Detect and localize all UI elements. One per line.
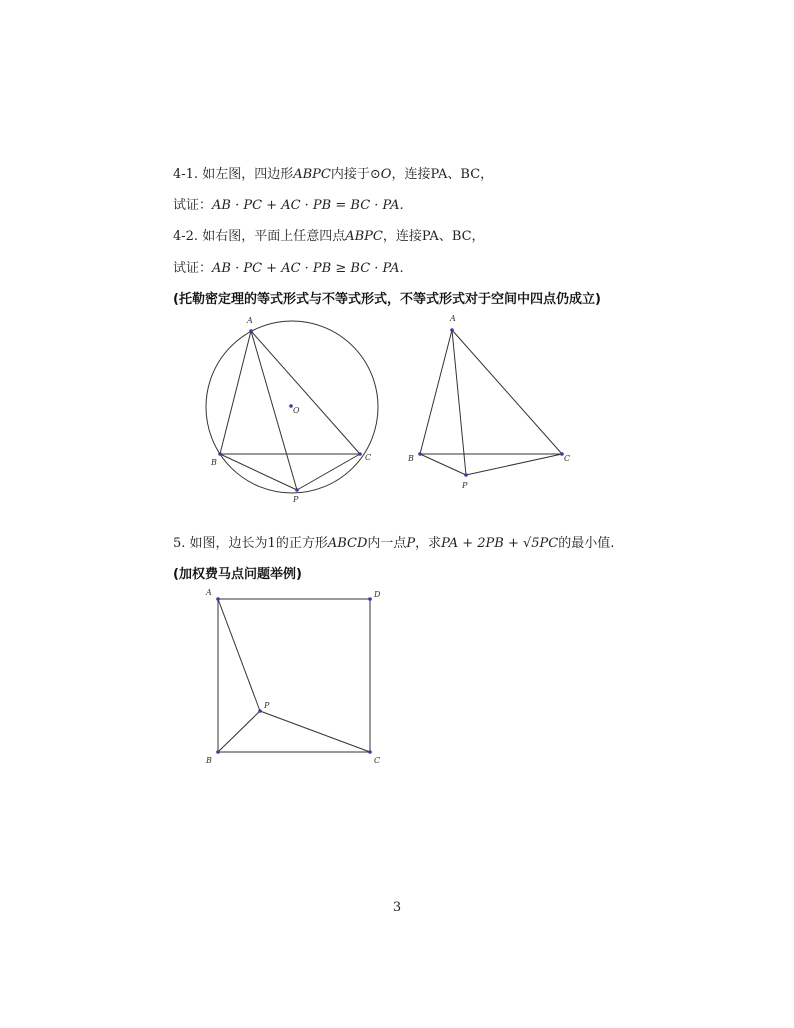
- proof-prefix: 试证：: [173, 198, 213, 213]
- label-p: P: [293, 495, 299, 504]
- label-a: A: [206, 588, 212, 597]
- fermat-note: (加权费马点问题举例): [173, 567, 302, 582]
- segment-ab: [220, 331, 251, 454]
- segment-ap: [251, 331, 297, 490]
- quad-name: ABPC: [293, 167, 331, 182]
- proof-prefix: 试证：: [173, 261, 213, 276]
- point-name: P: [406, 536, 416, 551]
- problem-number: 5.: [173, 536, 186, 551]
- segment-ap: [452, 330, 466, 475]
- problem-5-statement: [173, 532, 614, 551]
- quad-name: ABPC: [345, 229, 383, 244]
- label-b: B: [206, 756, 212, 765]
- segment-pc: [260, 711, 370, 752]
- problem-4-2-proof: [173, 257, 404, 276]
- ptolemy-note: (托勒密定理的等式形式与不等式形式，不等式形式对于空间中四点仍成立): [173, 292, 601, 307]
- problem-number: 4-2.: [173, 229, 199, 244]
- segment-pa: [218, 599, 260, 711]
- page-number: 3: [392, 900, 402, 915]
- problem-4-1-statement: [173, 163, 493, 182]
- point-a: [450, 328, 454, 332]
- label-c: C: [374, 756, 381, 765]
- problem-text: 内一点: [367, 536, 407, 551]
- problem-text: 内接于⊙: [330, 167, 381, 182]
- problem-text: ，连接PA、BC，: [391, 167, 494, 182]
- segment-ac: [251, 331, 360, 454]
- problem-number: 4-1.: [173, 167, 199, 182]
- label-b: B: [211, 458, 217, 467]
- circle-name: O: [380, 167, 392, 182]
- label-p: P: [462, 481, 468, 490]
- segment-ac: [452, 330, 562, 454]
- point-p: [464, 473, 468, 477]
- point-b: [218, 452, 222, 456]
- problem-text: ，连接PA、BC，: [382, 229, 485, 244]
- weighted-expression: PA + 2PB + √5PC: [441, 536, 559, 551]
- label-o: O: [293, 406, 300, 415]
- point-b: [418, 452, 422, 456]
- problem-text: 如右图，平面上任意四点: [202, 229, 346, 244]
- problem-4-2-statement: [173, 225, 485, 244]
- point-a: [249, 329, 253, 333]
- segment-pb: [218, 711, 260, 752]
- proof-expression: AB · PC + AC · PB = BC · PA.: [212, 198, 404, 213]
- point-c: [368, 750, 372, 754]
- segment-cp: [466, 454, 562, 475]
- problem-text: 如左图，四边形: [202, 167, 294, 182]
- problem-text: ，求: [415, 536, 442, 551]
- segment-bp: [420, 454, 466, 475]
- figure-cyclic-quadrilateral: [195, 310, 395, 510]
- label-c: C: [365, 453, 372, 462]
- problem-text: 的最小值.: [558, 536, 615, 551]
- label-c: C: [564, 454, 571, 463]
- point-c: [358, 452, 362, 456]
- label-p: P: [264, 701, 270, 710]
- label-b: B: [408, 454, 414, 463]
- problem-text: 如图，边长为1的正方形: [189, 536, 328, 551]
- proof-expression: AB · PC + AC · PB ≥ BC · PA.: [212, 261, 404, 276]
- point-d: [368, 597, 372, 601]
- point-p: [295, 488, 299, 492]
- square-name: ABCD: [327, 536, 368, 551]
- figure-square: [200, 585, 400, 775]
- problem-4-1-proof: [173, 194, 404, 213]
- label-a: A: [247, 316, 253, 325]
- point-b: [216, 750, 220, 754]
- figure-four-points: [405, 310, 595, 500]
- segment-bp: [220, 454, 297, 490]
- point-a: [216, 597, 220, 601]
- point-p: [258, 709, 262, 713]
- label-d: D: [374, 590, 381, 599]
- label-a: A: [450, 314, 456, 323]
- segment-ab: [420, 330, 452, 454]
